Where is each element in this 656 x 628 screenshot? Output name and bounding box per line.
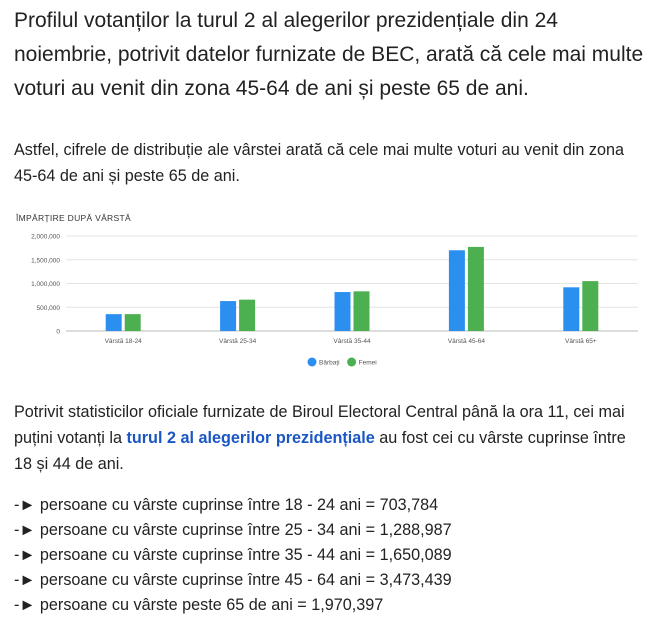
list-item-text: persoane cu vârste cuprinse între 25 - 34 ani = 1,288,987: [39, 521, 452, 539]
list-item: [14, 543, 644, 568]
chart-title: ÎMPĂRȚIRE DUPĂ VÂRSTĂ: [16, 213, 131, 223]
article-lead: Profilul votanților la turul 2 al alegerilor prezidențiale din 24 noiembrie, potrivit datelor furnizate de BEC, arată că cele mai multe voturi au venit din zona 45-64 de ani și peste 65 de ani.: [14, 9, 644, 100]
age-group-list: [14, 493, 644, 618]
bar-femei: [582, 281, 598, 331]
list-item-text: persoane cu vârste cuprinse între 45 - 64 ani = 3,473,439: [39, 571, 452, 589]
y-tick-label: 2,000,000: [31, 233, 60, 241]
bar-brbai: [220, 301, 236, 331]
arrow-marker-icon: -►: [14, 521, 36, 539]
x-tick-label: Vârstă 18-24: [104, 338, 142, 345]
list-item-text: persoane cu vârste peste 65 de ani = 1,970,397: [39, 596, 384, 614]
bar-femei: [468, 247, 484, 331]
arrow-marker-icon: -►: [14, 496, 36, 514]
bar-femei: [125, 314, 141, 331]
y-tick-label: 0: [56, 328, 60, 336]
legend-label: Femei: [358, 359, 377, 367]
bar-brbai: [335, 292, 351, 331]
y-tick-label: 500,000: [36, 304, 60, 312]
paragraph-statistics-text-before: Potrivit statisticilor oficiale furnizate de Biroul Electoral Central până la ora 11, cei mai puțini votanți la: [14, 403, 625, 447]
legend-marker: [308, 358, 317, 367]
bar-femei: [239, 300, 255, 331]
x-tick-label: Vârstă 65+: [564, 338, 597, 345]
list-item: [14, 518, 644, 543]
list-item: [14, 568, 644, 593]
list-item: [14, 593, 644, 618]
paragraph-statistics-text-after: au fost cei cu vârste cuprinse între 18 și 44 de ani.: [14, 429, 626, 473]
age-distribution-chart: [0, 226, 656, 376]
arrow-marker-icon: -►: [14, 546, 36, 564]
y-tick-label: 1,500,000: [31, 257, 60, 265]
x-tick-label: Vârstă 45-64: [447, 338, 486, 345]
bar-brbai: [449, 250, 465, 331]
y-tick-label: 1,000,000: [31, 281, 60, 288]
arrow-marker-icon: -►: [14, 571, 36, 589]
election-round-link[interactable]: turul 2 al alegerilor prezidențiale: [126, 429, 375, 447]
list-item: [14, 493, 644, 518]
list-item-text: persoane cu vârste cuprinse între 35 - 44 ani = 1,650,089: [39, 546, 452, 564]
x-tick-label: Vârstă 35-44: [333, 338, 371, 345]
legend-label: Bărbați: [319, 359, 340, 367]
x-tick-label: Vârstă 25-34: [218, 338, 257, 345]
list-item-text: persoane cu vârste cuprinse între 18 - 24 ani = 703,784: [39, 496, 439, 514]
legend-marker: [347, 358, 356, 367]
bar-brbai: [106, 314, 122, 331]
paragraph-distribution: Astfel, cifrele de distribuție ale vârstei arată că cele mai multe voturi au venit din zona 45-64 de ani și peste 65 de ani.: [14, 141, 625, 185]
bar-femei: [354, 291, 370, 331]
bar-brbai: [563, 287, 579, 331]
paragraph-statistics: [14, 399, 644, 477]
arrow-marker-icon: -►: [14, 596, 36, 614]
